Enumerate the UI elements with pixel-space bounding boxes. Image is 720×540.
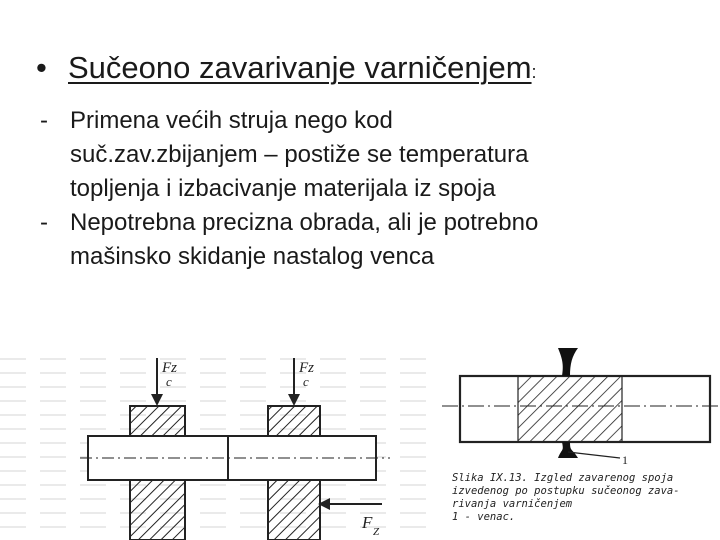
bullet-line: topljenja i izbacivanje materijala iz spoja bbox=[70, 175, 496, 202]
force-label-bottom: F bbox=[362, 513, 373, 532]
force-sub-bottom: Z bbox=[373, 526, 380, 538]
bullet-text bbox=[70, 206, 700, 274]
clamp-bottom-right bbox=[268, 480, 320, 540]
welding-setup-diagram bbox=[0, 338, 440, 540]
venac-marker: 1 bbox=[622, 453, 628, 467]
bullet-line: mašinsko skidanje nastalog venca bbox=[70, 243, 435, 270]
title-text: Sučeono zavarivanje varničenjem bbox=[68, 50, 532, 85]
bullet-line: suč.zav.zbijanjem – postiže se temperatura bbox=[70, 141, 529, 168]
flash-top bbox=[558, 348, 578, 376]
weld-zone bbox=[518, 376, 622, 442]
title-bullet: • bbox=[36, 50, 47, 85]
caption-line: izvedenog po postupku sučeonog zava- bbox=[452, 485, 680, 497]
bullet-marker: - bbox=[40, 107, 48, 134]
flash-bottom bbox=[558, 442, 578, 458]
force-label-top-right: Fz bbox=[299, 360, 314, 376]
caption-line: 1 - venac. bbox=[452, 511, 516, 523]
clamp-top-left bbox=[130, 406, 185, 436]
force-sub-top-right: c bbox=[303, 374, 309, 389]
bullet-line: Nepotrebna precizna obrada, ali je potrebno bbox=[70, 209, 539, 236]
caption-line: rivanja varničenjem bbox=[452, 498, 573, 510]
force-label-top-left: Fz bbox=[162, 360, 177, 376]
clamp-bottom-left bbox=[130, 480, 185, 540]
slide-title bbox=[36, 50, 537, 86]
clamp-top-right bbox=[268, 406, 320, 436]
figure-caption bbox=[452, 472, 714, 524]
bullet-text bbox=[70, 104, 700, 206]
bullet-item bbox=[40, 104, 700, 206]
force-sub-top-left: c bbox=[166, 374, 172, 389]
bullet-line: Primena većih struja nego kod bbox=[70, 107, 393, 134]
title-colon: : bbox=[531, 62, 537, 82]
bullet-list bbox=[40, 104, 700, 274]
bullet-item bbox=[40, 206, 700, 274]
caption-line: Slika IX.13. Izgled zavarenog spoja bbox=[452, 472, 674, 484]
bullet-marker: - bbox=[40, 209, 48, 236]
